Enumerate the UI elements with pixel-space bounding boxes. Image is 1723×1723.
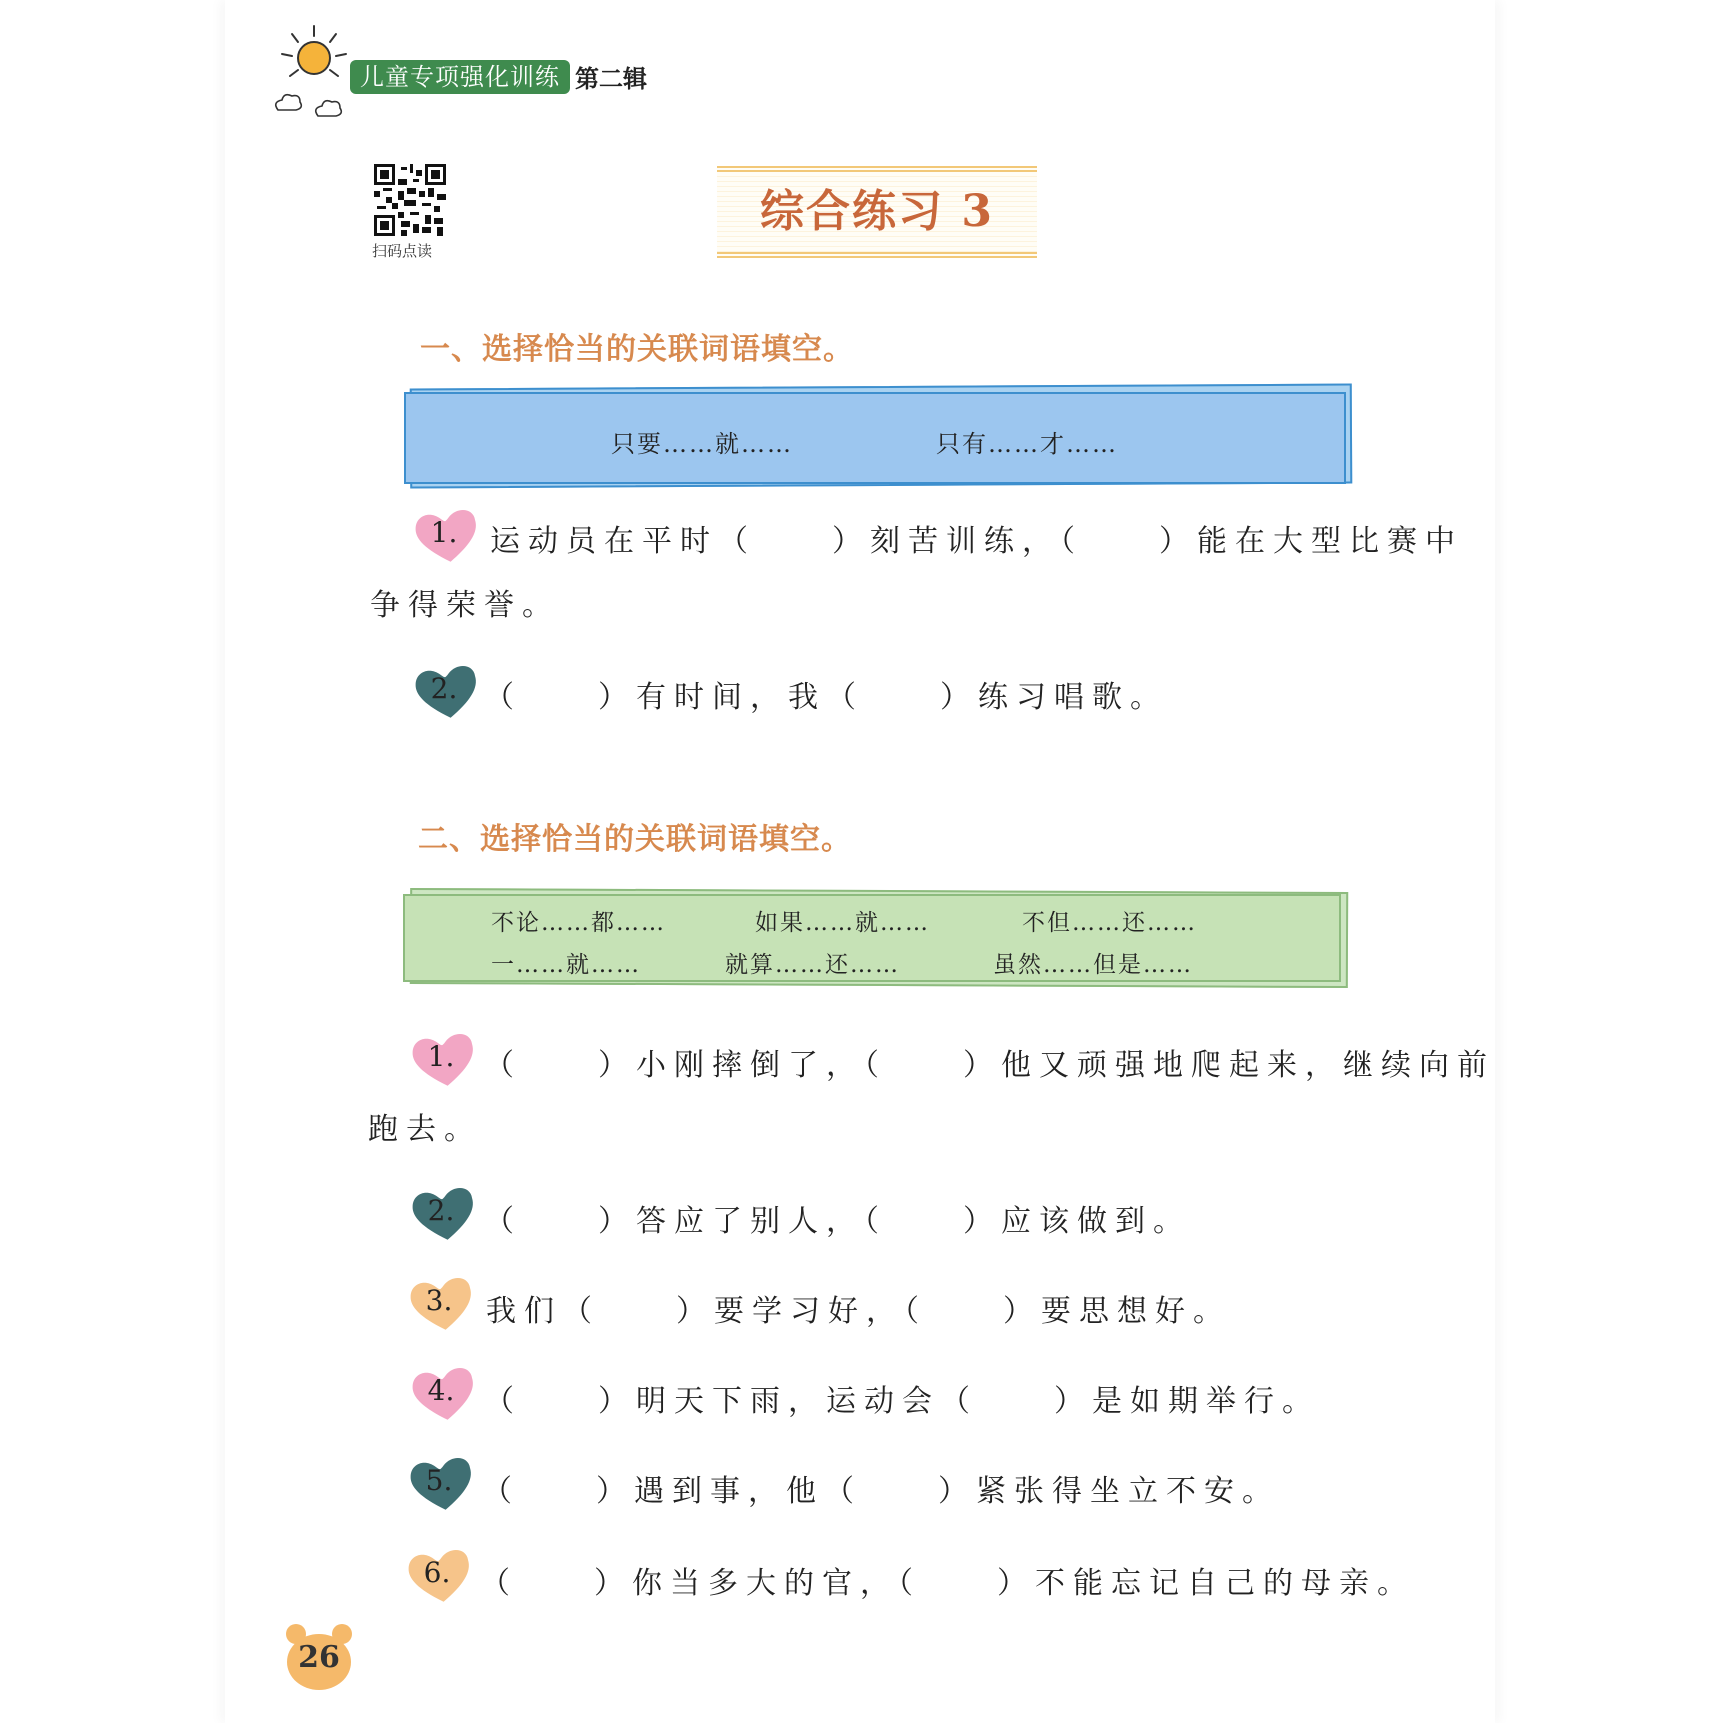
question-number-badge: 1. xyxy=(413,506,481,566)
question-text: 我们（ ）要学习好，（ ）要思想好。 xyxy=(486,1294,1231,1329)
question-number-badge: 1. xyxy=(410,1030,478,1090)
page-number-badge: 26 xyxy=(284,1620,354,1692)
word-box-section1 xyxy=(404,392,1346,484)
word-option: 一……就…… xyxy=(491,952,641,978)
question-number-badge: 3. xyxy=(408,1274,476,1334)
word-option: 虽然……但是…… xyxy=(993,952,1193,978)
question-number-badge: 4. xyxy=(410,1364,478,1424)
question-text: 运动员在平时（ ）刻苦训练，（ ）能在大型比赛中 xyxy=(490,524,1463,559)
question-text: （ ）遇到事，他（ ）紧张得坐立不安。 xyxy=(482,1474,1280,1509)
section1-heading: 一、选择恰当的关联词语填空。 xyxy=(420,332,854,367)
question-number-badge: 5. xyxy=(408,1454,476,1514)
series-subtitle: 第二辑 xyxy=(575,65,647,93)
section2-heading: 二、选择恰当的关联词语填空。 xyxy=(418,822,852,857)
question-text: （ ）你当多大的官，（ ）不能忘记自己的母亲。 xyxy=(480,1566,1415,1601)
qr-label: 扫码点读 xyxy=(372,242,433,260)
question-number-badge: 2. xyxy=(410,1184,478,1244)
question-text-continued: 争得荣誉。 xyxy=(370,588,560,623)
question-text: （ ）明天下雨，运动会（ ）是如期举行。 xyxy=(484,1384,1320,1419)
word-option: 只要……就…… xyxy=(611,430,793,458)
series-title-badge: 儿童专项强化训练 xyxy=(350,60,570,94)
word-option: 不论……都…… xyxy=(491,910,666,936)
question-number-badge: 2. xyxy=(413,662,481,722)
word-option: 只有……才…… xyxy=(936,430,1118,458)
page-title: 综合练习 3 xyxy=(717,166,1037,258)
word-box-section2 xyxy=(403,894,1341,982)
question-text: （ ）有时间，我（ ）练习唱歌。 xyxy=(484,680,1168,715)
question-text-continued: 跑去。 xyxy=(368,1112,482,1147)
word-option: 如果……就…… xyxy=(755,910,930,936)
question-text: （ ）小刚摔倒了，（ ）他又顽强地爬起来，继续向前 xyxy=(484,1048,1495,1083)
sun-logo-icon xyxy=(270,20,350,120)
qr-code-icon[interactable] xyxy=(374,164,446,236)
question-text: （ ）答应了别人，（ ）应该做到。 xyxy=(484,1204,1191,1239)
word-option: 就算……还…… xyxy=(725,952,900,978)
word-option: 不但……还…… xyxy=(1022,910,1197,936)
question-number-badge: 6. xyxy=(406,1546,474,1606)
